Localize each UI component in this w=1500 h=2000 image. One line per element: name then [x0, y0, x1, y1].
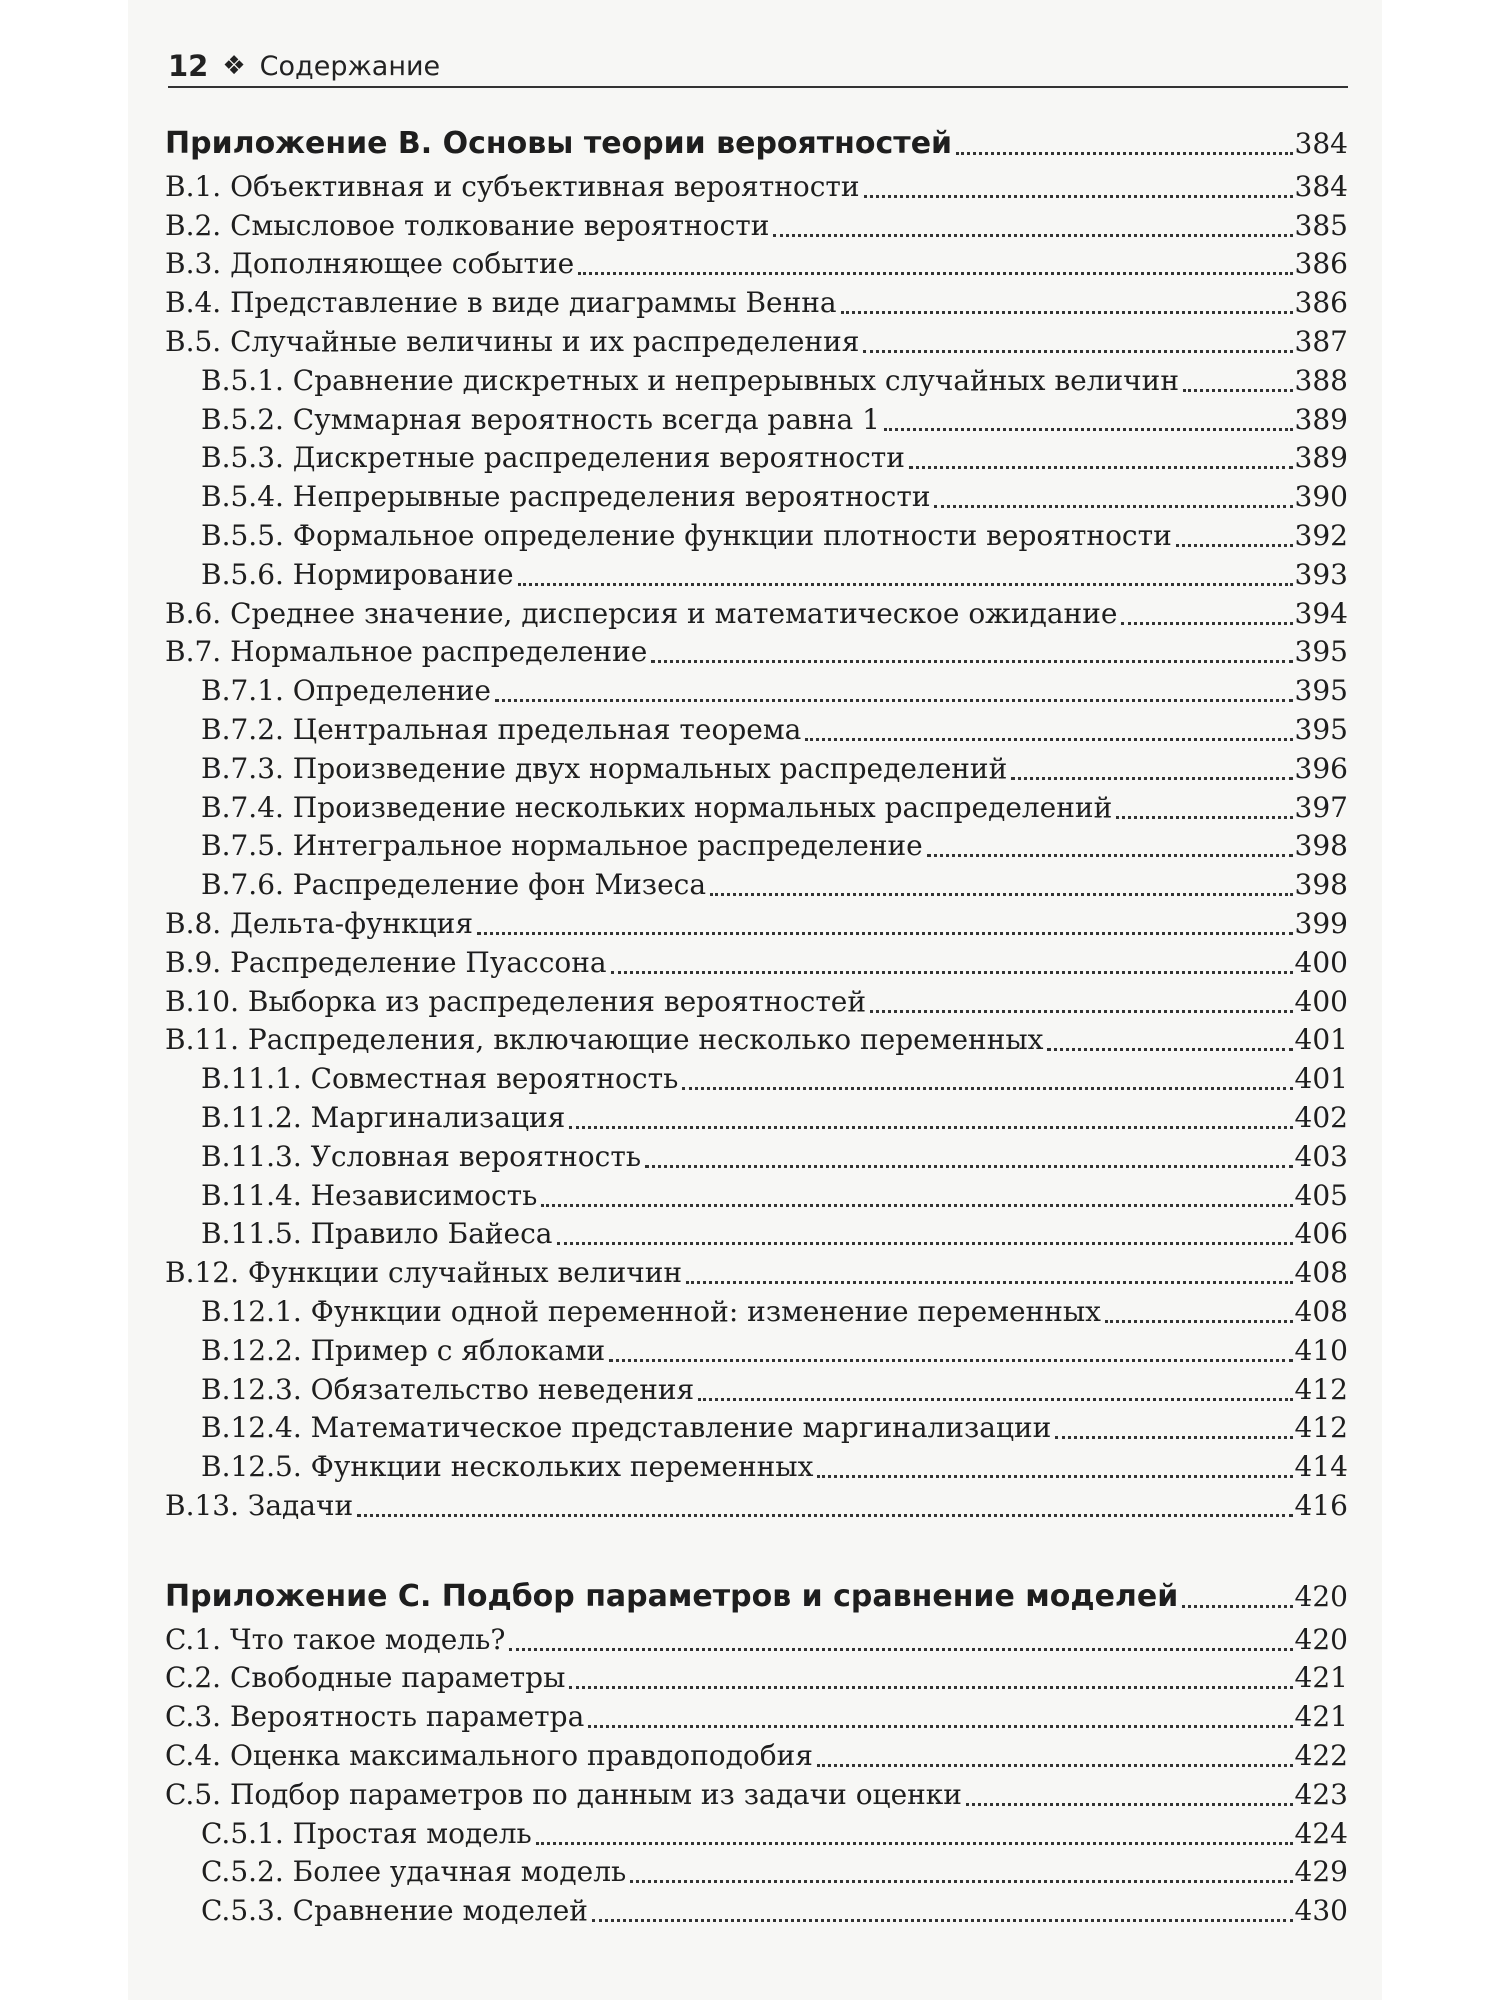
- toc-entry: [201, 866, 1348, 904]
- toc-entry-page: 421: [1294, 1661, 1348, 1694]
- toc-entry: [165, 633, 1348, 671]
- toc-entry-title: B.8. Дельта-функция: [165, 907, 473, 940]
- toc-entry: [165, 323, 1348, 361]
- toc-entry-page: 389: [1294, 441, 1348, 474]
- toc-entry-title: B.7.6. Распределение фон Мизеса: [201, 868, 707, 901]
- toc-entry-title: C.2. Свободные параметры: [165, 1661, 566, 1694]
- toc-entry-page: 412: [1294, 1373, 1348, 1406]
- toc-entry-page: 414: [1294, 1450, 1348, 1483]
- dot-leader: [909, 466, 1293, 469]
- dot-leader: [841, 311, 1293, 314]
- dot-leader: [1047, 1048, 1292, 1051]
- dot-leader: [1011, 777, 1292, 780]
- toc-entry: [201, 1215, 1348, 1253]
- toc-entry-page: 403: [1294, 1140, 1348, 1173]
- toc-entry-page: 405: [1294, 1179, 1348, 1212]
- toc-entry-page: 416: [1294, 1489, 1348, 1522]
- toc-entry-page: 388: [1294, 364, 1348, 397]
- dot-leader: [357, 1514, 1292, 1517]
- dot-leader: [569, 1126, 1292, 1129]
- toc-entry: [201, 827, 1348, 865]
- toc-entry: [165, 1659, 1348, 1697]
- toc-entry: [165, 944, 1348, 982]
- toc-entry: [201, 1448, 1348, 1486]
- toc-entry: [201, 1332, 1348, 1370]
- page-number: 12: [168, 49, 209, 83]
- toc-entry: [201, 1409, 1348, 1447]
- dot-leader: [630, 1880, 1292, 1883]
- header-rule: [168, 86, 1348, 88]
- toc-entry-page: 395: [1294, 713, 1348, 746]
- dot-leader: [578, 272, 1292, 275]
- toc-entry: [201, 1371, 1348, 1409]
- toc-entry-page: 421: [1294, 1700, 1348, 1733]
- ornament-icon: ❖: [222, 51, 246, 81]
- dot-leader: [1121, 622, 1292, 625]
- dot-leader: [686, 1281, 1292, 1284]
- dot-leader: [870, 1010, 1293, 1013]
- dot-leader: [477, 932, 1293, 935]
- dot-leader: [569, 1686, 1292, 1689]
- toc-entry-page: 408: [1294, 1256, 1348, 1289]
- toc-entry-page: 395: [1294, 674, 1348, 707]
- toc-entry-page: 420: [1294, 1623, 1348, 1656]
- toc-heading: [165, 1578, 1348, 1616]
- dot-leader: [592, 1919, 1293, 1922]
- toc-entry-title: Приложение C. Подбор параметров и сравнение моделей: [165, 1579, 1179, 1614]
- dot-leader: [682, 1087, 1292, 1090]
- dot-leader: [864, 195, 1293, 198]
- toc-entry-title: B.11.5. Правило Байеса: [201, 1217, 553, 1250]
- toc-entry: [165, 1021, 1348, 1059]
- toc-entry-title: B.5.2. Суммарная вероятность всегда равна 1: [201, 403, 880, 436]
- dot-leader: [966, 1803, 1293, 1806]
- toc-entry-page: 397: [1294, 791, 1348, 824]
- toc-entry-page: 429: [1294, 1855, 1348, 1888]
- toc-entry-title: B.1. Объективная и субъективная вероятности: [165, 170, 860, 203]
- toc-entry-page: 399: [1294, 907, 1348, 940]
- toc-entry-page: 395: [1294, 635, 1348, 668]
- toc-entry-title: B.11. Распределения, включающие несколько переменных: [165, 1023, 1044, 1056]
- toc-entry-page: 396: [1294, 752, 1348, 785]
- toc-entry: [201, 1177, 1348, 1215]
- dot-leader: [495, 699, 1293, 702]
- dot-leader: [1116, 816, 1292, 819]
- dot-leader: [609, 1359, 1292, 1362]
- dot-leader: [611, 971, 1293, 974]
- dot-leader: [1176, 544, 1293, 547]
- dot-leader: [651, 660, 1292, 663]
- toc-entry-title: B.5.4. Непрерывные распределения вероятности: [201, 480, 931, 513]
- toc-entry-title: B.7.3. Произведение двух нормальных распределений: [201, 752, 1008, 785]
- toc-entry-page: 408: [1294, 1295, 1348, 1328]
- toc-entry-title: B.11.1. Совместная вероятность: [201, 1062, 679, 1095]
- toc-entry-title: B.7.4. Произведение нескольких нормальных распределений: [201, 791, 1113, 824]
- toc-entry: [201, 1099, 1348, 1137]
- dot-leader: [1105, 1320, 1293, 1323]
- toc-entry-title: B.5.6. Нормирование: [201, 558, 514, 591]
- toc-entry-title: C.3. Вероятность параметра: [165, 1700, 585, 1733]
- toc-entry-title: B.2. Смысловое толкование вероятности: [165, 209, 770, 242]
- toc-entry-title: Приложение B. Основы теории вероятностей: [165, 126, 953, 161]
- toc-entry: [165, 983, 1348, 1021]
- toc-entry: [165, 905, 1348, 943]
- toc-entry: [201, 711, 1348, 749]
- toc-entry-page: 398: [1294, 829, 1348, 862]
- toc-entry: [165, 1254, 1348, 1292]
- dot-leader: [518, 583, 1293, 586]
- toc-entry-page: 422: [1294, 1739, 1348, 1772]
- toc-entry-page: 401: [1294, 1023, 1348, 1056]
- toc-entry-title: B.5.3. Дискретные распределения вероятности: [201, 441, 905, 474]
- toc-entry-title: B.7.2. Центральная предельная теорема: [201, 713, 802, 746]
- toc-entry: [201, 362, 1348, 400]
- dot-leader: [588, 1725, 1292, 1728]
- toc-entry: [165, 245, 1348, 283]
- toc-entry-page: 412: [1294, 1411, 1348, 1444]
- toc-entry: [201, 1853, 1348, 1891]
- toc-entry-title: B.11.2. Маргинализация: [201, 1101, 566, 1134]
- toc-heading: [165, 125, 1348, 163]
- dot-leader: [863, 350, 1292, 353]
- dot-leader: [710, 893, 1293, 896]
- toc-entry-page: 386: [1294, 286, 1348, 319]
- toc-entry-page: 385: [1294, 209, 1348, 242]
- toc-entry-title: B.11.3. Условная вероятность: [201, 1140, 642, 1173]
- toc-entry-title: B.3. Дополняющее событие: [165, 247, 575, 280]
- toc-entry-page: 384: [1294, 170, 1348, 203]
- toc-entry: [201, 478, 1348, 516]
- dot-leader: [1182, 1605, 1292, 1608]
- toc-entry: [201, 1060, 1348, 1098]
- toc-entry-title: B.5. Случайные величины и их распределения: [165, 325, 860, 358]
- toc-entry-title: B.12.1. Функции одной переменной: изменение переменных: [201, 1295, 1101, 1328]
- toc-entry-page: 384: [1294, 127, 1348, 160]
- dot-leader: [805, 738, 1292, 741]
- toc-entry-page: 398: [1294, 868, 1348, 901]
- toc-entry-page: 406: [1294, 1217, 1348, 1250]
- toc-entry-title: B.10. Выборка из распределения вероятностей: [165, 985, 867, 1018]
- toc-entry-title: B.5.5. Формальное определение функции плотности вероятности: [201, 519, 1172, 552]
- dot-leader: [934, 505, 1292, 508]
- toc-entry: [201, 750, 1348, 788]
- toc-entry: [201, 439, 1348, 477]
- toc-entry-title: C.1. Что такое модель?: [165, 1623, 506, 1656]
- toc-entry-page: 410: [1294, 1334, 1348, 1367]
- toc-entry-title: B.12.4. Математическое представление маргинализации: [201, 1411, 1052, 1444]
- toc-entry: [165, 595, 1348, 633]
- toc-entry: [165, 1621, 1348, 1659]
- toc-entry-page: 420: [1294, 1580, 1348, 1613]
- toc-entry-title: B.7.5. Интегральное нормальное распределение: [201, 829, 923, 862]
- toc-entry-page: 393: [1294, 558, 1348, 591]
- toc-entry: [201, 1293, 1348, 1331]
- toc-entry-page: 389: [1294, 403, 1348, 436]
- toc-entry-title: B.12. Функции случайных величин: [165, 1256, 683, 1289]
- dot-leader: [927, 854, 1293, 857]
- toc-entry-page: 392: [1294, 519, 1348, 552]
- dot-leader: [557, 1242, 1293, 1245]
- toc-entry-title: B.12.3. Обязательство неведения: [201, 1373, 695, 1406]
- toc-entry-title: C.4. Оценка максимального правдоподобия: [165, 1739, 813, 1772]
- toc-entry-title: C.5.2. Более удачная модель: [201, 1855, 627, 1888]
- toc-entry: [201, 1892, 1348, 1930]
- toc-entry: [201, 1138, 1348, 1176]
- toc-entry: [165, 1737, 1348, 1775]
- toc-entry-title: B.7. Нормальное распределение: [165, 635, 648, 668]
- dot-leader: [536, 1842, 1293, 1845]
- dot-leader: [541, 1204, 1292, 1207]
- toc-entry: [201, 517, 1348, 555]
- toc-entry-title: B.4. Представление в виде диаграммы Венна: [165, 286, 837, 319]
- dot-leader: [884, 428, 1293, 431]
- toc-entry-title: C.5.3. Сравнение моделей: [201, 1894, 588, 1927]
- toc-entry-title: B.6. Среднее значение, дисперсия и математическое ожидание: [165, 597, 1118, 630]
- toc-entry-title: C.5.1. Простая модель: [201, 1817, 532, 1850]
- dot-leader: [817, 1764, 1293, 1767]
- header-title: Содержание: [259, 50, 441, 82]
- toc-entry-page: 400: [1294, 946, 1348, 979]
- toc-entry-page: 394: [1294, 597, 1348, 630]
- toc-entry-page: 401: [1294, 1062, 1348, 1095]
- toc-entry: [165, 1698, 1348, 1736]
- toc-entry: [201, 401, 1348, 439]
- toc-entry-page: 423: [1294, 1778, 1348, 1811]
- toc-entry: [201, 556, 1348, 594]
- toc-entry-title: B.12.5. Функции нескольких переменных: [201, 1450, 814, 1483]
- toc-entry-title: B.12.2. Пример с яблоками: [201, 1334, 606, 1367]
- toc-entry: [165, 207, 1348, 245]
- toc-entry-title: B.9. Распределение Пуассона: [165, 946, 607, 979]
- toc-entry-title: B.5.1. Сравнение дискретных и непрерывных случайных величин: [201, 364, 1179, 397]
- toc-entry: [201, 789, 1348, 827]
- toc-entry: [201, 672, 1348, 710]
- toc-entry-title: B.7.1. Определение: [201, 674, 491, 707]
- toc-entry-title: B.13. Задачи: [165, 1489, 354, 1522]
- toc-entry-page: 387: [1294, 325, 1348, 358]
- dot-leader: [817, 1475, 1292, 1478]
- toc-entry: [165, 1776, 1348, 1814]
- toc-entry: [165, 168, 1348, 206]
- dot-leader: [698, 1398, 1292, 1401]
- dot-leader: [509, 1648, 1292, 1651]
- dot-leader: [1183, 389, 1293, 392]
- toc-entry-page: 390: [1294, 480, 1348, 513]
- toc-entry: [165, 1487, 1348, 1525]
- toc-entry-page: 424: [1294, 1817, 1348, 1850]
- toc-entry-page: 402: [1294, 1101, 1348, 1134]
- dot-leader: [773, 234, 1292, 237]
- toc-entry-title: C.5. Подбор параметров по данным из задачи оценки: [165, 1778, 962, 1811]
- toc-entry-page: 430: [1294, 1894, 1348, 1927]
- toc-entry: [201, 1815, 1348, 1853]
- toc-entry-page: 400: [1294, 985, 1348, 1018]
- toc-entry-page: 386: [1294, 247, 1348, 280]
- toc-entry: [165, 284, 1348, 322]
- running-header: [168, 44, 1348, 88]
- dot-leader: [1055, 1436, 1292, 1439]
- dot-leader: [645, 1165, 1292, 1168]
- dot-leader: [956, 152, 1292, 155]
- toc-entry-title: B.11.4. Независимость: [201, 1179, 538, 1212]
